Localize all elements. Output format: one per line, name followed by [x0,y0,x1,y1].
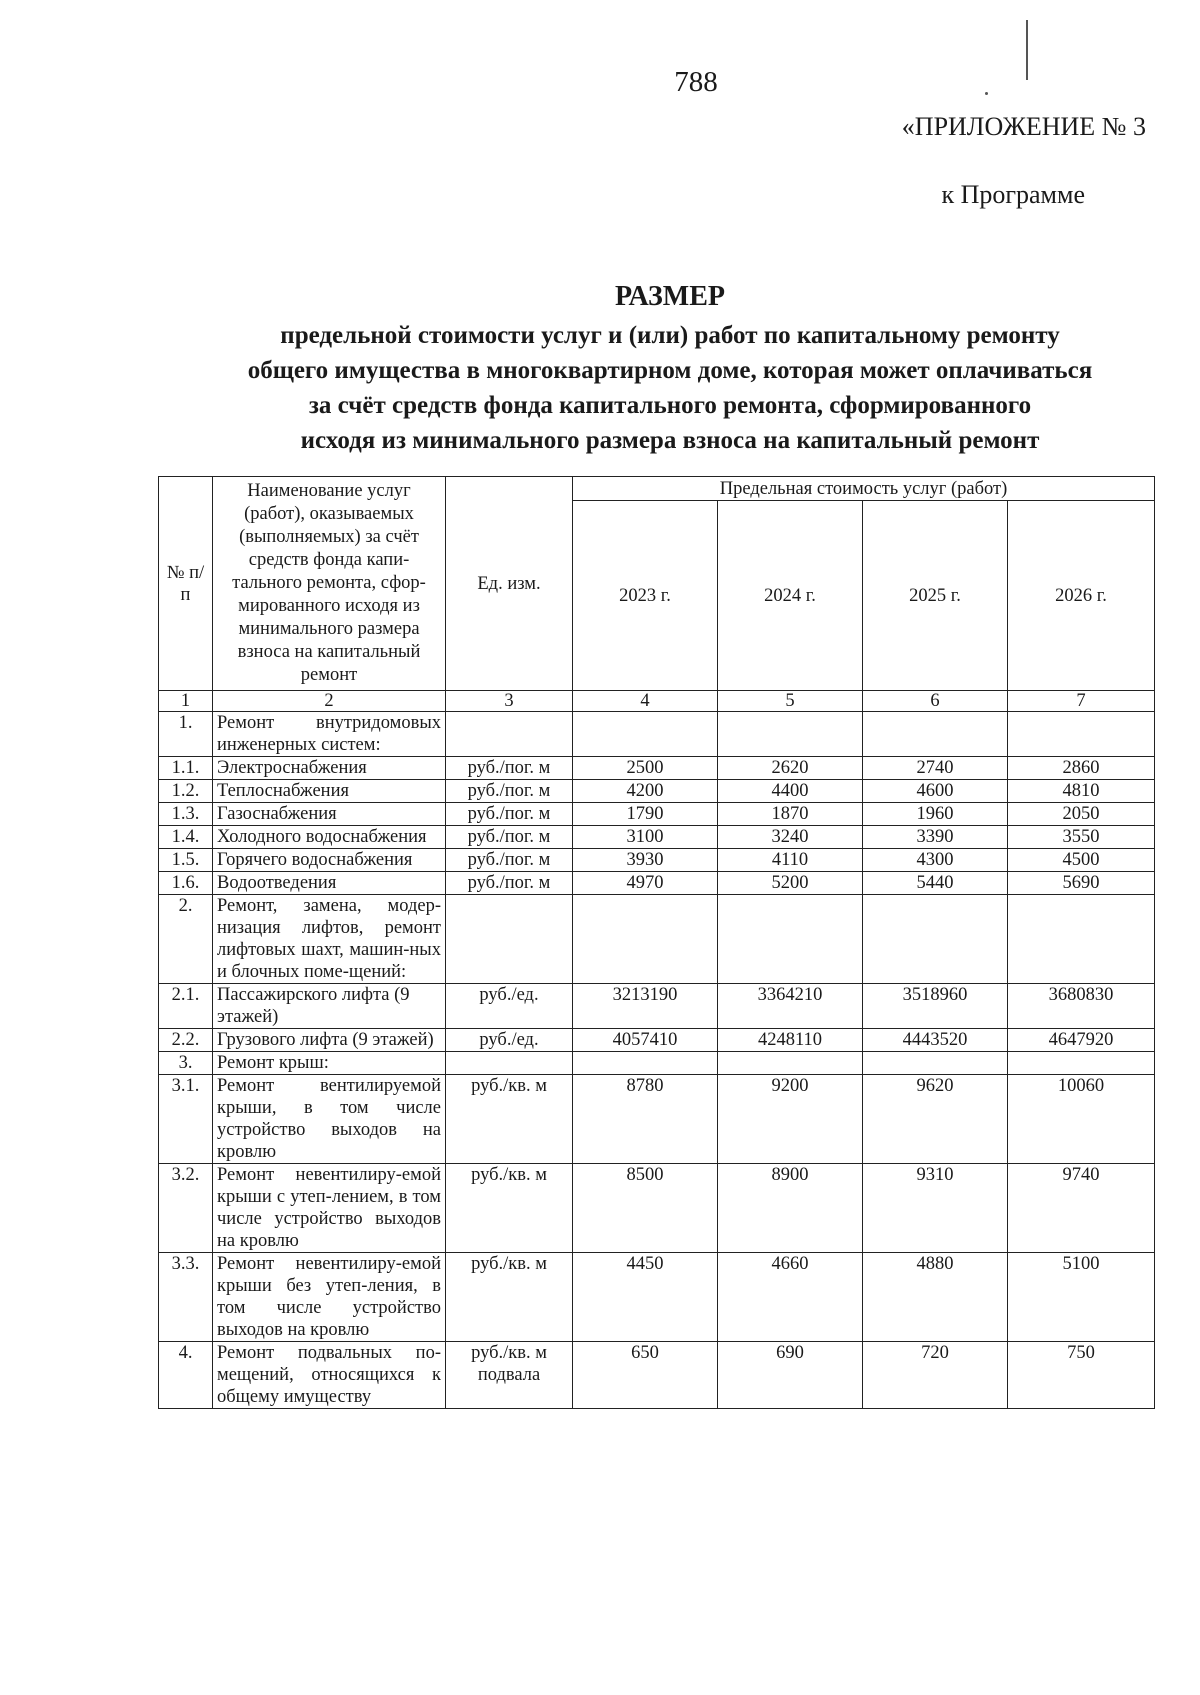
row-value: 3930 [573,849,718,872]
title-main: РАЗМЕР [614,281,726,312]
row-number: 1.1. [159,757,213,780]
row-value: 4200 [573,780,718,803]
row-unit [446,895,573,984]
row-unit: руб./пог. м [446,803,573,826]
page-number: 788 [674,66,718,98]
row-unit: руб./кв. м [446,1164,573,1253]
table-row [159,826,1155,849]
column-index: 1 [159,691,213,712]
header-num: № п/п [159,477,213,691]
row-value [573,712,718,757]
row-name: Ремонт внутридомовых инженерных систем: [213,712,446,757]
row-unit: руб./кв. м подвала [446,1342,573,1409]
row-value: 2620 [718,757,863,780]
row-unit: руб./ед. [446,984,573,1029]
row-value: 4110 [718,849,863,872]
row-value: 8900 [718,1164,863,1253]
row-number: 1.5. [159,849,213,872]
column-index: 3 [446,691,573,712]
row-value: 2860 [1008,757,1155,780]
row-number: 2.1. [159,984,213,1029]
row-value: 4400 [718,780,863,803]
row-name: Ремонт невентилиру-емой крыши без утеп-ления, в том числе устройство выходов на кровлю [213,1253,446,1342]
row-value [863,895,1008,984]
table-row [159,1075,1155,1164]
row-number: 4. [159,1342,213,1409]
row-value: 4500 [1008,849,1155,872]
header-name: Наименование услуг (работ), оказываемых (выполняемых) за счёт средств фонда капи-тального ремонта, сфор-мированного исходя из минимального размера взноса на капитальный ремонт [213,477,446,691]
column-index: 4 [573,691,718,712]
table-row [159,895,1155,984]
table-row [159,849,1155,872]
title-line: за счёт средств фонда капитального ремонта, сформированного [308,392,1032,419]
row-value: 2740 [863,757,1008,780]
row-value: 5440 [863,872,1008,895]
row-value: 3680830 [1008,984,1155,1029]
row-value: 9200 [718,1075,863,1164]
row-value [1008,1052,1155,1075]
row-number: 3.2. [159,1164,213,1253]
row-name: Электроснабжения [213,757,446,780]
row-name: Ремонт, замена, модер-низация лифтов, ремонт лифтовых шахт, машин-ных и блочных поме-щений: [213,895,446,984]
row-value: 9740 [1008,1164,1155,1253]
row-name: Ремонт крыш: [213,1052,446,1075]
row-unit: руб./ед. [446,1029,573,1052]
row-value: 3364210 [718,984,863,1029]
header-unit: Ед. изм. [446,477,573,691]
table-row [159,984,1155,1029]
row-number: 2.2. [159,1029,213,1052]
row-name: Газоснабжения [213,803,446,826]
row-value: 690 [718,1342,863,1409]
row-value: 650 [573,1342,718,1409]
row-value: 3518960 [863,984,1008,1029]
row-name: Горячего водоснабжения [213,849,446,872]
row-name: Ремонт подвальных по-мещений, относящихся к общему имуществу [213,1342,446,1409]
row-number: 1.4. [159,826,213,849]
header-year: 2024 г. [718,501,863,691]
row-value: 4443520 [863,1029,1008,1052]
row-number: 2. [159,895,213,984]
row-value: 9620 [863,1075,1008,1164]
row-value: 8500 [573,1164,718,1253]
row-unit: руб./пог. м [446,826,573,849]
header-year: 2026 г. [1008,501,1155,691]
row-unit [446,712,573,757]
table-row [159,757,1155,780]
column-index-row [159,691,1155,712]
table-row [159,872,1155,895]
table-row [159,803,1155,826]
row-number: 3.3. [159,1253,213,1342]
row-value: 720 [863,1342,1008,1409]
row-value: 4600 [863,780,1008,803]
row-number: 1.2. [159,780,213,803]
row-value [863,1052,1008,1075]
column-index: 6 [863,691,1008,712]
row-value: 3213190 [573,984,718,1029]
column-index: 7 [1008,691,1155,712]
row-value: 750 [1008,1342,1155,1409]
title-line: предельной стоимости услуг и (или) работ по капитальному ремонту [280,322,1060,349]
row-value: 3240 [718,826,863,849]
row-name: Ремонт невентилиру-емой крыши с утеп-лением, в том числе устройство выходов на кровлю [213,1164,446,1253]
row-value: 3100 [573,826,718,849]
row-value: 1870 [718,803,863,826]
row-number: 1.3. [159,803,213,826]
column-index: 5 [718,691,863,712]
row-value: 5690 [1008,872,1155,895]
row-number: 3.1. [159,1075,213,1164]
row-number: 1.6. [159,872,213,895]
row-name: Пассажирского лифта (9 этажей) [213,984,446,1029]
row-value: 9310 [863,1164,1008,1253]
row-value [573,895,718,984]
row-name: Теплоснабжения [213,780,446,803]
row-name: Грузового лифта (9 этажей) [213,1029,446,1052]
table-row [159,712,1155,757]
row-value: 3390 [863,826,1008,849]
row-value [718,895,863,984]
title-line: исходя из минимального размера взноса на капитальный ремонт [300,427,1040,454]
row-name: Водоотведения [213,872,446,895]
row-unit: руб./пог. м [446,849,573,872]
row-value: 3550 [1008,826,1155,849]
table-row [159,1342,1155,1409]
cost-table [158,476,1155,1409]
row-value [863,712,1008,757]
row-value: 4970 [573,872,718,895]
row-value: 4248110 [718,1029,863,1052]
table-row [159,1164,1155,1253]
row-value: 10060 [1008,1075,1155,1164]
row-value: 4057410 [573,1029,718,1052]
document-title [140,280,1200,458]
header-year: 2023 г. [573,501,718,691]
row-number: 3. [159,1052,213,1075]
row-value: 2050 [1008,803,1155,826]
row-name: Ремонт вентилируемой крыши, в том числе устройство выходов на кровлю [213,1075,446,1164]
row-value [718,712,863,757]
table-row [159,1029,1155,1052]
row-unit [446,1052,573,1075]
appendix-label: «ПРИЛОЖЕНИЕ № 3 [901,112,1146,141]
title-line: общего имущества в многоквартирном доме, которая может оплачиваться [247,357,1093,384]
row-value: 2500 [573,757,718,780]
header-year: 2025 г. [863,501,1008,691]
table-row [159,780,1155,803]
row-value: 4660 [718,1253,863,1342]
column-index: 2 [213,691,446,712]
row-unit: руб./кв. м [446,1075,573,1164]
row-unit: руб./пог. м [446,780,573,803]
row-value: 5200 [718,872,863,895]
row-unit: руб./кв. м [446,1253,573,1342]
row-unit: руб./пог. м [446,872,573,895]
row-value: 1960 [863,803,1008,826]
row-value: 8780 [573,1075,718,1164]
row-value: 4300 [863,849,1008,872]
row-value [573,1052,718,1075]
row-value: 4810 [1008,780,1155,803]
table-row [159,1253,1155,1342]
row-value: 4450 [573,1253,718,1342]
row-value: 1790 [573,803,718,826]
row-number: 1. [159,712,213,757]
row-value: 4880 [863,1253,1008,1342]
row-value: 4647920 [1008,1029,1155,1052]
table-row [159,1052,1155,1075]
row-value [718,1052,863,1075]
row-value [1008,712,1155,757]
appendix-subtitle: к Программе [941,180,1085,209]
row-value: 5100 [1008,1253,1155,1342]
row-unit: руб./пог. м [446,757,573,780]
row-name: Холодного водоснабжения [213,826,446,849]
row-value [1008,895,1155,984]
header-cost-group: Предельная стоимость услуг (работ) [573,477,1155,501]
